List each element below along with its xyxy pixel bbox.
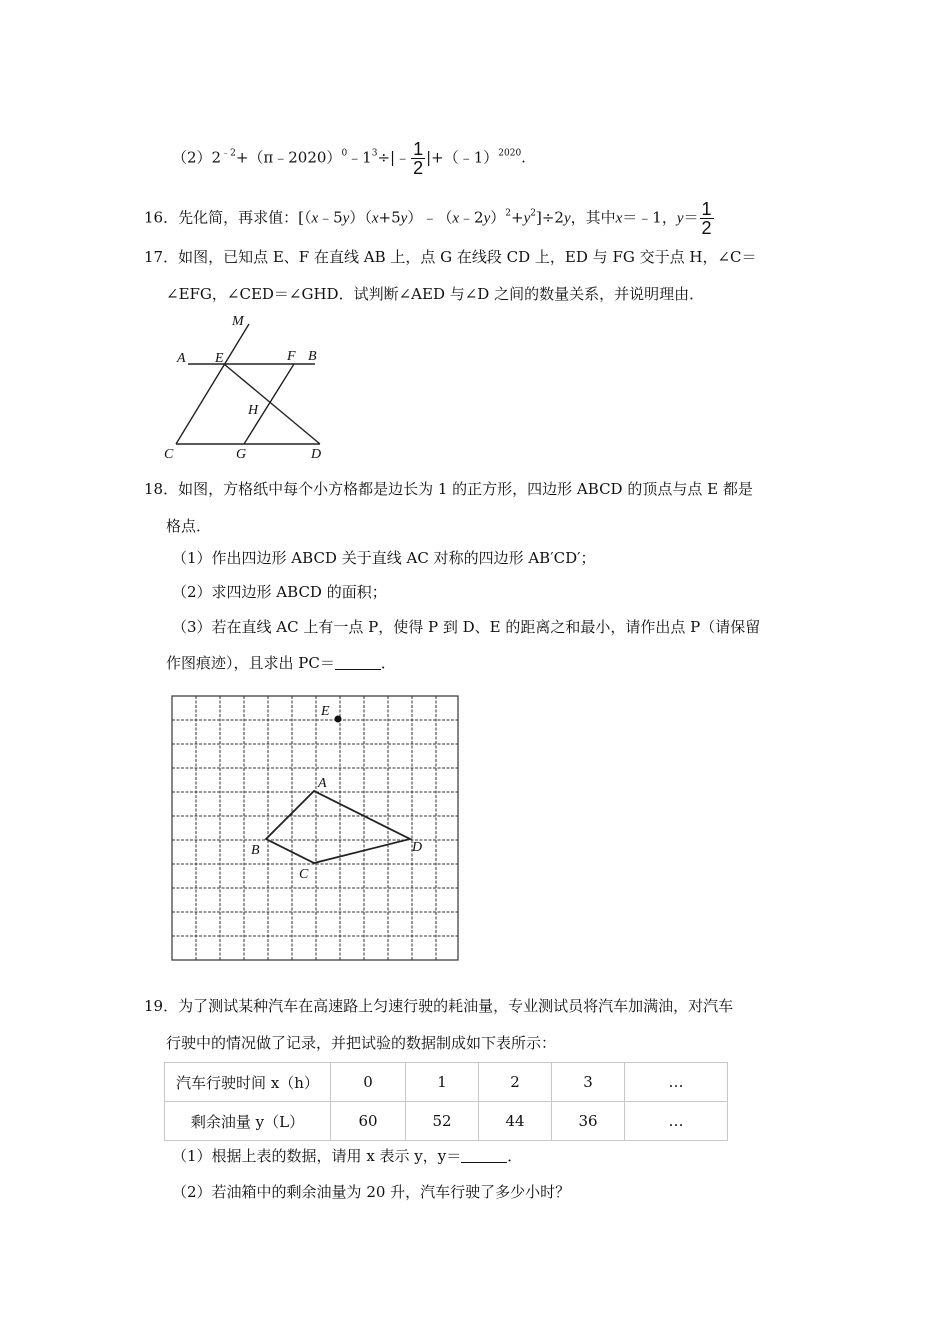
- grid-label-c: C: [299, 867, 309, 882]
- label-b: B: [308, 349, 317, 364]
- table-cell: 52: [406, 1102, 479, 1141]
- label-g: G: [236, 447, 247, 462]
- grid-label-d: D: [412, 840, 423, 855]
- table-cell: 0: [331, 1063, 406, 1102]
- grid-label-b: B: [251, 843, 260, 858]
- table-cell: 60: [331, 1102, 406, 1141]
- q19-line1: 19．为了测试某种汽车在高速路上匀速行驶的耗油量，专业测试员将汽车加满油，对汽车: [144, 997, 734, 1015]
- fuel-table: [164, 1062, 728, 1141]
- label-f: F: [287, 349, 296, 364]
- table-cell: …: [625, 1102, 728, 1141]
- table-cell: 2: [479, 1063, 552, 1102]
- label-d: D: [311, 447, 322, 462]
- line-ed: [224, 364, 320, 444]
- q18-part1: （1）作出四边形 ABCD 关于直线 AC 对称的四边形 AB′CD′；: [172, 549, 596, 567]
- label-e: E: [215, 351, 224, 366]
- answer-blank: [461, 1148, 507, 1163]
- table-cell: …: [625, 1063, 728, 1102]
- q17-figure: [160, 312, 330, 462]
- q18-grid-figure: [165, 684, 465, 964]
- label-m: M: [232, 314, 244, 329]
- table-row: [165, 1102, 728, 1141]
- fraction-one-half: $\frac{1}{2}$: [413, 139, 424, 178]
- q18-part2: （2）求四边形 ABCD 的面积；: [172, 583, 387, 601]
- grid-label-e: E: [321, 704, 330, 719]
- table-header-cell: 剩余油量 y（L）: [165, 1102, 331, 1141]
- table-cell: 36: [552, 1102, 625, 1141]
- table-cell: 44: [479, 1102, 552, 1141]
- q18-part3: （3）若在直线 AC 上有一点 P，使得 P 到 D、E 的距离之和最小，请作出点 P（请保留: [172, 618, 761, 636]
- q18-line2: 格点．: [166, 517, 212, 535]
- q17-line1: 17．如图，已知点 E、F 在直线 AB 上，点 G 在线段 CD 上，ED 与 FG 交于点 H，∠C＝: [144, 248, 757, 266]
- q17-line2: ∠EFG，∠CED＝∠GHD．试判断∠AED 与∠D 之间的数量关系，并说明理由．: [166, 285, 705, 303]
- fraction-one-half: $\frac{1}{2}$: [701, 199, 712, 238]
- q19-line2: 行驶中的情况做了记录，并把试验的数据制成如下表所示：: [166, 1034, 557, 1052]
- q16-text: 16．先化简，再求值：$[(x﹣5y)(x+5y)﹣(x﹣2y)^2+y^2]\div 2y$，其中x＝﹣1，y＝ $\frac{1}{2}$: [144, 199, 712, 238]
- q19-part2: （2）若油箱中的剩余油量为 20 升，汽车行驶了多少小时？: [172, 1183, 571, 1201]
- label-a: A: [177, 351, 186, 366]
- q18-part3-cont: 作图痕迹），且求出 PC＝ ．: [166, 654, 396, 672]
- answer-blank: [335, 655, 381, 670]
- q18-line1: 18．如图，方格纸中每个小方格都是边长为 1 的正方形，四边形 ABCD 的顶点与点 E 都是: [144, 480, 753, 498]
- grid-border: [172, 696, 458, 960]
- q15-part2: $(2)2^{﹣2}+(\pi﹣2020)^0﹣1^3\div|﹣$ $\frac{1}{2}$ |+（﹣1）$^{2020}$.: [172, 139, 526, 178]
- grid-label-a: A: [318, 776, 327, 791]
- point-e: [335, 716, 342, 723]
- grid: [172, 696, 458, 960]
- table-cell: 1: [406, 1063, 479, 1102]
- table-cell: 3: [552, 1063, 625, 1102]
- table-row: [165, 1063, 728, 1102]
- line-mc: [176, 324, 249, 444]
- q19-part1: （1）根据上表的数据，请用 x 表示 y，y＝ ．: [172, 1147, 523, 1165]
- label-h: H: [248, 403, 259, 418]
- table-header-cell: 汽车行驶时间 x（h）: [165, 1063, 331, 1102]
- label-c: C: [164, 447, 174, 462]
